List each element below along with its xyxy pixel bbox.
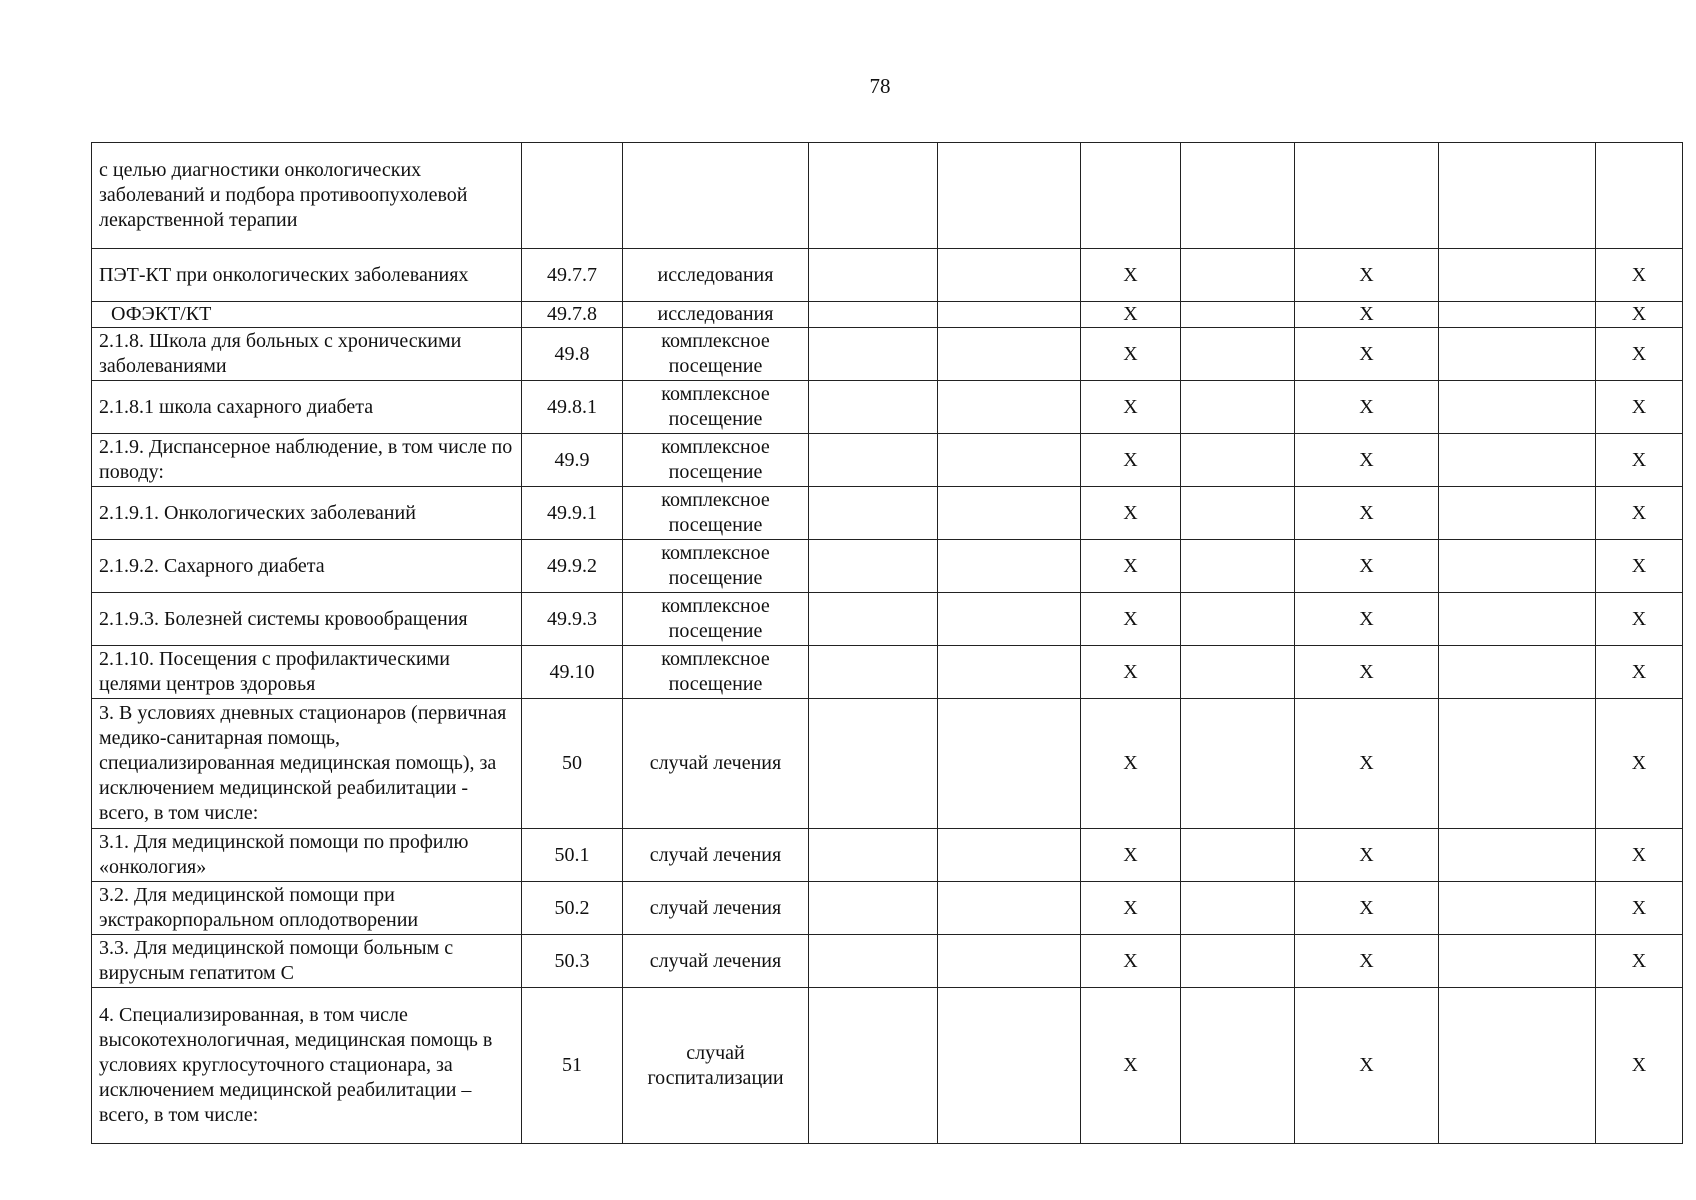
row-value-cell bbox=[938, 988, 1081, 1144]
row-value-cell bbox=[1181, 328, 1295, 381]
page-number: 78 bbox=[869, 74, 891, 98]
row-x-cell: Х bbox=[1295, 249, 1439, 302]
row-value-cell bbox=[1181, 249, 1295, 302]
row-code-cell: 49.7.8 bbox=[522, 302, 623, 328]
row-name-cell: ПЭТ-КТ при онкологических заболеваниях bbox=[92, 249, 522, 302]
row-value-cell bbox=[938, 935, 1081, 988]
row-x-cell: Х bbox=[1295, 882, 1439, 935]
row-value-cell bbox=[938, 540, 1081, 593]
row-value-cell bbox=[1181, 882, 1295, 935]
row-code-cell: 49.9 bbox=[522, 434, 623, 487]
table-row bbox=[92, 328, 1683, 381]
row-value-cell bbox=[938, 249, 1081, 302]
row-value-cell bbox=[1181, 829, 1295, 882]
row-value-cell bbox=[1439, 143, 1596, 249]
row-x-cell: Х bbox=[1081, 646, 1181, 699]
row-x-cell: Х bbox=[1295, 540, 1439, 593]
row-x-cell: Х bbox=[1081, 699, 1181, 829]
row-value-cell bbox=[1181, 381, 1295, 434]
row-unit-cell: случай госпитализации bbox=[623, 988, 809, 1144]
row-unit-cell: случай лечения bbox=[623, 699, 809, 829]
row-name-cell: ОФЭКТ/КТ bbox=[92, 302, 522, 328]
row-value-cell bbox=[809, 328, 938, 381]
table-row bbox=[92, 434, 1683, 487]
row-unit-cell: комплексное посещение bbox=[623, 540, 809, 593]
row-value-cell bbox=[1439, 882, 1596, 935]
row-code-cell bbox=[522, 143, 623, 249]
row-x-cell: Х bbox=[1596, 829, 1683, 882]
row-value-cell bbox=[809, 988, 938, 1144]
row-name-cell: 2.1.9.1. Онкологических заболеваний bbox=[92, 487, 522, 540]
table-row bbox=[92, 829, 1683, 882]
row-x-cell: Х bbox=[1295, 302, 1439, 328]
row-unit-cell: исследования bbox=[623, 302, 809, 328]
row-x-cell: Х bbox=[1596, 593, 1683, 646]
row-value-cell bbox=[1439, 540, 1596, 593]
row-name-cell: 3.3. Для медицинской помощи больным с вирусным гепатитом С bbox=[92, 935, 522, 988]
row-unit-cell: исследования bbox=[623, 249, 809, 302]
row-value-cell bbox=[1181, 935, 1295, 988]
row-x-cell: Х bbox=[1596, 882, 1683, 935]
row-x-cell: Х bbox=[1295, 593, 1439, 646]
row-x-cell: Х bbox=[1596, 988, 1683, 1144]
row-value-cell bbox=[809, 381, 938, 434]
row-value-cell bbox=[1439, 829, 1596, 882]
row-value-cell bbox=[938, 487, 1081, 540]
row-value-cell bbox=[1439, 646, 1596, 699]
row-value-cell bbox=[809, 143, 938, 249]
row-x-cell: Х bbox=[1081, 988, 1181, 1144]
row-code-cell: 49.8 bbox=[522, 328, 623, 381]
row-x-cell: Х bbox=[1596, 249, 1683, 302]
row-value-cell bbox=[938, 882, 1081, 935]
row-x-cell bbox=[1596, 143, 1683, 249]
row-value-cell bbox=[1181, 434, 1295, 487]
row-name-cell: 2.1.9. Диспансерное наблюдение, в том числе по поводу: bbox=[92, 434, 522, 487]
row-x-cell: Х bbox=[1081, 434, 1181, 487]
row-value-cell bbox=[1439, 935, 1596, 988]
row-value-cell bbox=[809, 935, 938, 988]
row-value-cell bbox=[1181, 487, 1295, 540]
row-unit-cell: комплексное посещение bbox=[623, 593, 809, 646]
table-row bbox=[92, 882, 1683, 935]
row-x-cell: Х bbox=[1596, 699, 1683, 829]
row-value-cell bbox=[1439, 699, 1596, 829]
row-value-cell bbox=[1181, 302, 1295, 328]
table-row bbox=[92, 593, 1683, 646]
table-row bbox=[92, 935, 1683, 988]
row-value-cell bbox=[938, 302, 1081, 328]
row-value-cell bbox=[809, 249, 938, 302]
row-value-cell bbox=[809, 593, 938, 646]
row-value-cell bbox=[809, 302, 938, 328]
row-name-cell: 2.1.8. Школа для больных с хроническими заболеваниями bbox=[92, 328, 522, 381]
row-code-cell: 50.3 bbox=[522, 935, 623, 988]
row-x-cell: Х bbox=[1081, 540, 1181, 593]
row-name-cell: 2.1.10. Посещения с профилактическими целями центров здоровья bbox=[92, 646, 522, 699]
row-value-cell bbox=[809, 540, 938, 593]
row-unit-cell: комплексное посещение bbox=[623, 328, 809, 381]
row-x-cell: Х bbox=[1081, 882, 1181, 935]
row-value-cell bbox=[809, 646, 938, 699]
row-x-cell: Х bbox=[1295, 935, 1439, 988]
row-x-cell: Х bbox=[1081, 593, 1181, 646]
row-x-cell: Х bbox=[1295, 646, 1439, 699]
row-x-cell: Х bbox=[1081, 381, 1181, 434]
row-name-cell: 3.1. Для медицинской помощи по профилю «онкология» bbox=[92, 829, 522, 882]
data-table bbox=[91, 142, 1683, 1144]
row-code-cell: 49.9.1 bbox=[522, 487, 623, 540]
row-x-cell: Х bbox=[1081, 935, 1181, 988]
row-value-cell bbox=[1181, 988, 1295, 1144]
table-row bbox=[92, 540, 1683, 593]
row-x-cell: Х bbox=[1596, 328, 1683, 381]
row-code-cell: 51 bbox=[522, 988, 623, 1144]
row-value-cell bbox=[1181, 646, 1295, 699]
row-unit-cell bbox=[623, 143, 809, 249]
row-value-cell bbox=[1181, 143, 1295, 249]
row-value-cell bbox=[1439, 434, 1596, 487]
row-x-cell: Х bbox=[1295, 328, 1439, 381]
row-x-cell: Х bbox=[1295, 434, 1439, 487]
row-value-cell bbox=[1439, 593, 1596, 646]
row-value-cell bbox=[938, 646, 1081, 699]
table-row bbox=[92, 487, 1683, 540]
row-value-cell bbox=[938, 328, 1081, 381]
row-value-cell bbox=[1439, 487, 1596, 540]
row-x-cell: Х bbox=[1081, 328, 1181, 381]
row-name-cell: 4. Специализированная, в том числе высокотехнологичная, медицинская помощь в условиях круглосуточного стационара, за исключением медицинской реабилитации – всего, в том числе: bbox=[92, 988, 522, 1144]
row-x-cell: Х bbox=[1596, 540, 1683, 593]
row-code-cell: 49.7.7 bbox=[522, 249, 623, 302]
row-value-cell bbox=[938, 434, 1081, 487]
table-row bbox=[92, 249, 1683, 302]
row-value-cell bbox=[809, 829, 938, 882]
row-unit-cell: случай лечения bbox=[623, 935, 809, 988]
row-x-cell: Х bbox=[1596, 487, 1683, 540]
row-unit-cell: комплексное посещение bbox=[623, 487, 809, 540]
row-value-cell bbox=[809, 487, 938, 540]
row-x-cell bbox=[1295, 143, 1439, 249]
row-value-cell bbox=[1439, 249, 1596, 302]
row-x-cell: Х bbox=[1295, 699, 1439, 829]
row-x-cell: Х bbox=[1081, 487, 1181, 540]
row-name-cell: 2.1.8.1 школа сахарного диабета bbox=[92, 381, 522, 434]
row-value-cell bbox=[809, 882, 938, 935]
row-name-cell: 3. В условиях дневных стационаров (первичная медико-санитарная помощь, специализированная медицинская помощь), за исключением медицинской реабилитации - всего, в том числе: bbox=[92, 699, 522, 829]
table-row bbox=[92, 381, 1683, 434]
row-name-cell: с целью диагностики онкологических заболеваний и подбора противоопухолевой лекарственной терапии bbox=[92, 143, 522, 249]
row-value-cell bbox=[1181, 540, 1295, 593]
row-x-cell bbox=[1081, 143, 1181, 249]
row-x-cell: Х bbox=[1295, 829, 1439, 882]
row-x-cell: Х bbox=[1596, 646, 1683, 699]
row-x-cell: Х bbox=[1295, 381, 1439, 434]
row-code-cell: 50.1 bbox=[522, 829, 623, 882]
row-unit-cell: комплексное посещение bbox=[623, 646, 809, 699]
row-x-cell: Х bbox=[1596, 935, 1683, 988]
row-unit-cell: случай лечения bbox=[623, 882, 809, 935]
table-row bbox=[92, 699, 1683, 829]
row-x-cell: Х bbox=[1596, 302, 1683, 328]
row-code-cell: 49.9.2 bbox=[522, 540, 623, 593]
row-value-cell bbox=[1181, 699, 1295, 829]
row-value-cell bbox=[938, 829, 1081, 882]
row-value-cell bbox=[809, 699, 938, 829]
row-name-cell: 2.1.9.2. Сахарного диабета bbox=[92, 540, 522, 593]
table-row bbox=[92, 143, 1683, 249]
table-row bbox=[92, 646, 1683, 699]
row-unit-cell: случай лечения bbox=[623, 829, 809, 882]
row-value-cell bbox=[1439, 988, 1596, 1144]
row-value-cell bbox=[1439, 302, 1596, 328]
row-x-cell: Х bbox=[1295, 988, 1439, 1144]
row-unit-cell: комплексное посещение bbox=[623, 434, 809, 487]
table-row bbox=[92, 988, 1683, 1144]
row-code-cell: 50.2 bbox=[522, 882, 623, 935]
table-row bbox=[92, 302, 1683, 328]
row-x-cell: Х bbox=[1081, 829, 1181, 882]
row-value-cell bbox=[1439, 381, 1596, 434]
row-x-cell: Х bbox=[1596, 381, 1683, 434]
row-value-cell bbox=[938, 381, 1081, 434]
row-x-cell: Х bbox=[1081, 249, 1181, 302]
row-value-cell bbox=[809, 434, 938, 487]
row-code-cell: 50 bbox=[522, 699, 623, 829]
row-unit-cell: комплексное посещение bbox=[623, 381, 809, 434]
row-name-cell: 2.1.9.3. Болезней системы кровообращения bbox=[92, 593, 522, 646]
row-name-cell: 3.2. Для медицинской помощи при экстракорпоральном оплодотворении bbox=[92, 882, 522, 935]
row-value-cell bbox=[938, 593, 1081, 646]
row-value-cell bbox=[938, 143, 1081, 249]
row-x-cell: Х bbox=[1596, 434, 1683, 487]
row-code-cell: 49.8.1 bbox=[522, 381, 623, 434]
row-code-cell: 49.9.3 bbox=[522, 593, 623, 646]
row-value-cell bbox=[1439, 328, 1596, 381]
row-x-cell: Х bbox=[1295, 487, 1439, 540]
row-value-cell bbox=[1181, 593, 1295, 646]
row-value-cell bbox=[938, 699, 1081, 829]
row-code-cell: 49.10 bbox=[522, 646, 623, 699]
row-x-cell: Х bbox=[1081, 302, 1181, 328]
